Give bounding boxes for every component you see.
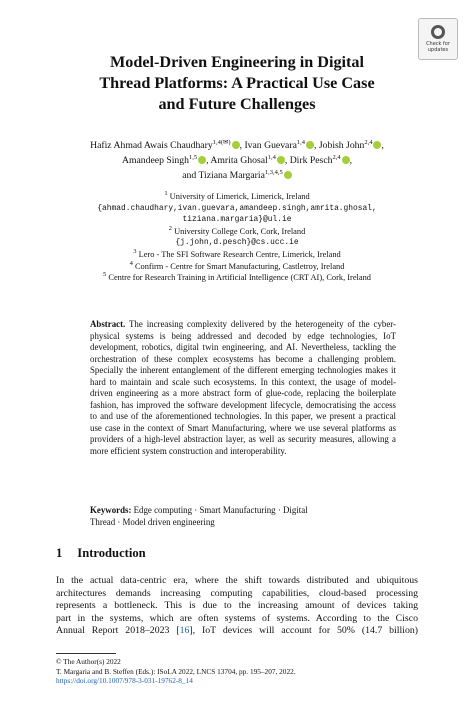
author-name: , Amrita Ghosal [206, 155, 268, 166]
author-superscript: 1,4(✉) [212, 138, 231, 146]
copyright-line: © The Author(s) 2022 [56, 657, 121, 666]
author-superscript: 1,3,4,5 [264, 168, 283, 176]
orcid-icon[interactable] [342, 155, 353, 166]
author-name: , Dirk Pesch [284, 155, 333, 166]
author-name: Amandeep Singh [121, 155, 189, 166]
intro-line: architectures demands increasing computing capabilities, cloud-based processing [56, 587, 418, 599]
affiliation-text: Lero - The SFI Software Research Centre, Limerick, Ireland [138, 249, 341, 259]
keywords-label: Keywords: [90, 505, 132, 515]
affiliation-1-emails-b: tiziana.margaria}@ul.ie [182, 215, 292, 225]
author-superscript: 1,4 [296, 138, 306, 146]
footer-divider [56, 653, 116, 654]
author-separator: , [381, 140, 384, 151]
intro-line: In the actual data-centric era, where the shift towards distributed and ubiquitous [56, 575, 418, 586]
intro-line: represents a bottleneck. This is due to the increasing amount of devices taking [56, 600, 418, 612]
affiliation-number: 1 [164, 190, 168, 198]
affiliation-4 [40, 261, 434, 273]
orcid-icon[interactable] [284, 171, 292, 179]
affiliation-3 [40, 249, 434, 261]
section-number: 1 [56, 546, 63, 560]
title-line-2: Thread Platforms: A Practical Use Case [99, 74, 375, 92]
keywords-text: Edge computing · Smart Manufacturing · Digital [133, 505, 308, 515]
badge-label-line1: Check for [426, 41, 450, 47]
affiliation-2-emails: {j.john,d.pesch}@cs.ucc.ie [175, 238, 299, 248]
affiliation-number: 3 [133, 248, 137, 256]
affiliation-5 [40, 272, 434, 284]
author-superscript: 1,5 [188, 153, 198, 161]
orcid-icon[interactable] [306, 141, 314, 149]
author-separator: , [349, 155, 353, 166]
author-name: , Ivan Guevara [239, 140, 297, 151]
author-name: Hafiz Ahmad Awais Chaudhary [90, 140, 213, 151]
author-name: , Jobish John [314, 140, 365, 151]
section-heading [56, 546, 146, 561]
affiliation-number: 4 [129, 259, 133, 267]
affiliation-number: 5 [103, 271, 107, 279]
affiliation-list [40, 191, 434, 284]
orcid-icon[interactable] [232, 141, 240, 149]
abstract-text: The increasing complexity delivered by the heterogeneity of the cyber-physical systems is being addressed and decoded by edge technologies, IoT development, robotics, digital twin engineering, and AI. Nevertheless, tackling the orchestration of these complex ecosystems has become a challenging problem. Specially the inherent entanglement of the different emerging technologies makes it hard to maintain and scale such ecosystems. In this context, the usage of model-driven engineering as a more abstract form of glue-code, replacing the boilerplate fashion, has improved the software development lifecycle, democratising the access to and use of the aforementioned technologies. In this paper, we present a practical use case in the context of Smart Manufacturing, where we use several platforms as providers of a high-level abstraction layer, as well as security measures, allowing a more efficient system construction and interoperability. [90, 319, 397, 456]
title-line-1: Model-Driven Engineering in Digital [109, 53, 365, 71]
keywords-line-1 [90, 505, 396, 517]
author-line-3 [40, 168, 434, 183]
affiliation-text: University College Cork, Cork, Ireland [174, 226, 306, 236]
affiliation-2 [40, 226, 434, 238]
keywords [90, 505, 396, 528]
intro-text: Annual Report 2018–2023 [ [56, 625, 180, 637]
intro-text: ], IoT devices will account for 50% (14.7 billion) [189, 625, 418, 637]
author-line-1 [40, 138, 434, 153]
author-superscript: 2,4 [364, 138, 373, 146]
badge-label-line2: updates [427, 47, 449, 53]
affiliation-text: University of Limerick, Limerick, Ireland [169, 192, 310, 201]
author-list [40, 138, 434, 183]
paper-title [60, 52, 414, 115]
intro-line: part in the systems, which are often systems of systems. According to the Cisco [56, 612, 418, 624]
affiliation-1-emails-a: {ahmad.chaudhary,ivan.guevara,amandeep.singh,amrita.ghosal, [97, 203, 377, 213]
affiliation-number: 2 [168, 224, 172, 232]
orcid-icon[interactable] [198, 156, 206, 164]
affiliation-text: Confirm - Centre for Smart Manufacturing, Castletroy, Ireland [134, 261, 345, 271]
check-for-updates-badge[interactable] [418, 18, 458, 60]
orcid-icon[interactable] [277, 156, 285, 164]
intro-paragraph [56, 575, 418, 638]
author-line-2 [40, 153, 434, 168]
proceedings-line: T. Margaria and B. Steffen (Eds.): ISoLA 2022, LNCS 13704, pp. 195–207, 2022. [56, 666, 296, 676]
author-superscript: 1,4 [267, 153, 276, 161]
citation-link[interactable]: 16 [179, 625, 190, 637]
affiliation-text: Centre for Research Training in Artificial Intelligence (CRT AI), Cork, Ireland [108, 273, 371, 283]
footer [56, 657, 418, 686]
title-line-3: and Future Challenges [158, 95, 316, 113]
affiliation-1 [40, 191, 434, 203]
keywords-line-2: Thread · Model driven engineering [90, 516, 215, 527]
section-title: Introduction [77, 546, 146, 560]
abstract [90, 319, 396, 457]
author-superscript: 2,4 [332, 153, 341, 161]
abstract-label: Abstract. [90, 319, 126, 329]
author-name: and Tiziana Margaria [182, 170, 265, 181]
intro-line [56, 625, 418, 638]
update-ring-icon [431, 25, 445, 39]
doi-link[interactable]: https://doi.org/10.1007/978-3-031-19762-8_14 [56, 676, 193, 685]
